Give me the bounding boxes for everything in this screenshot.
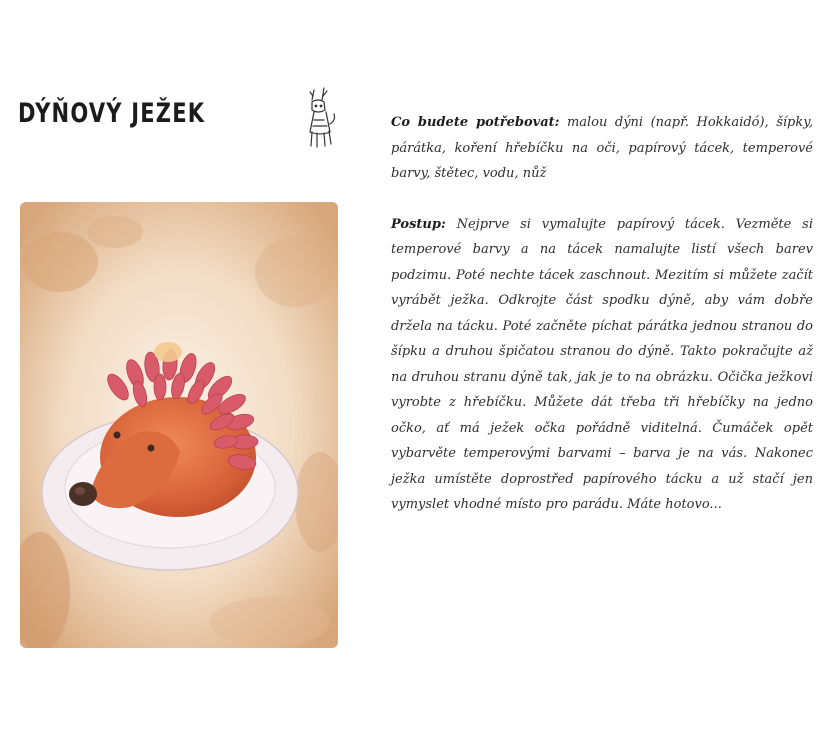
procedure-paragraph [391, 212, 813, 518]
procedure-label: Postup: [391, 216, 446, 232]
instructions-text [391, 110, 813, 543]
deer-doodle-icon [300, 86, 342, 154]
materials-text: malou dýni (např. Hokkaidó), šípky, párátka, koření hřebíčku na oči, papírový tácek, temperové barvy, štětec, vodu, nůž [391, 115, 813, 181]
procedure-text: Nejprve si vymalujte papírový tácek. Vezměte si temperové barvy a na tácek namalujte listí všech barev podzimu. Poté nechte tácek zaschnout. Mezitím si můžete začít vyrábět ježka. Odkrojte část spodku dýně, aby vám dobře držela na tácku. Poté začněte píchat párátka jednou stranou do šípku a druhou špičatou stranou do dýně. Takto pokračujte až na druhou stranu dýně tak, jak je to na obrázku. Očička ježkovi vyrobte z hřebíčku. Můžete dát třeba tři hřebíčky na jedno očko, ať má ježek očka pořádně viditelná. Čumáček opět vybarvěte temperovými barvami – barva je na vás. Nakonec ježka umístěte doprostřed papírového tácku a už stačí jen vymyslet vhodné místo pro parádu. Máte hotovo... [391, 216, 813, 512]
page-title: DÝŇOVÝ JEŽEK [18, 98, 206, 129]
hedgehog-pumpkin-illustration [20, 202, 338, 648]
materials-label: Co budete potřebovat: [391, 115, 560, 130]
materials-paragraph [391, 110, 813, 187]
